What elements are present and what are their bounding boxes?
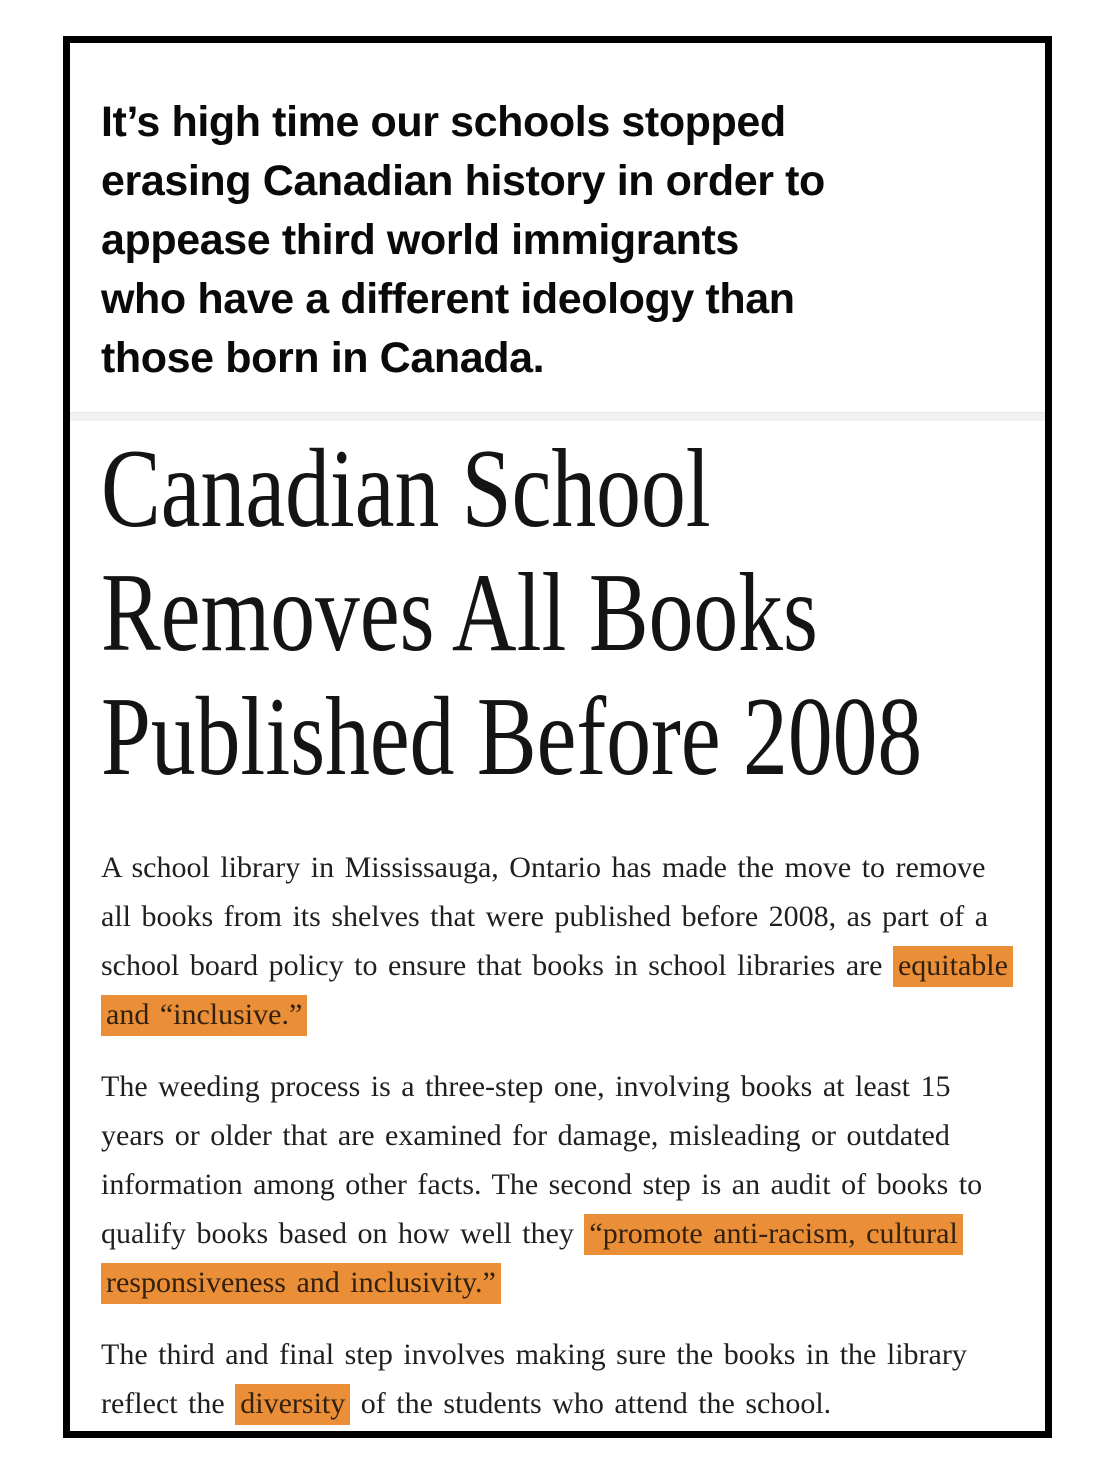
article-headline <box>101 427 923 799</box>
text-line: Removes All Books <box>101 551 818 675</box>
article-paragraph <box>101 1330 1021 1428</box>
highlighted-text: “promote anti-racism, cultural responsiveness and inclusivity.” <box>101 1214 963 1304</box>
post-frame <box>63 36 1052 1438</box>
article-paragraph <box>101 843 1021 1039</box>
text-line: It’s high time our schools stopped <box>101 98 786 146</box>
text-line: Published Before 2008 <box>101 675 923 799</box>
text-line: appease third world immigrants <box>101 216 739 264</box>
text-line: those born in Canada. <box>101 334 545 382</box>
text-line: erasing Canadian history in order to <box>101 157 825 205</box>
article-body <box>101 843 1021 1428</box>
commentary-text <box>101 93 1021 388</box>
paragraph-text: The weeding process is a three-step one, involving books at least 15 years or older that are examined for damage, misleading or outdated information among other facts. The second step is an audit of books to qualify books based on how well they <box>101 1070 983 1250</box>
text-line: Canadian School <box>101 427 711 551</box>
text-line: who have a different ideology than <box>101 275 795 323</box>
article-paragraph <box>101 1062 1021 1307</box>
paragraph-text: A school library in Mississauga, Ontario has made the move to remove all books from its shelves that were published before 2008, as part of a school board policy to ensure that books in school libraries are <box>101 851 989 982</box>
paragraph-text: of the students who attend the school. <box>350 1387 832 1420</box>
paragraph-text: The third and final step involves making sure the books in the library reflect the <box>101 1338 967 1420</box>
highlighted-text: diversity <box>235 1384 350 1425</box>
section-divider <box>70 412 1045 421</box>
highlighted-text: equitable and “inclusive.” <box>101 946 1013 1036</box>
